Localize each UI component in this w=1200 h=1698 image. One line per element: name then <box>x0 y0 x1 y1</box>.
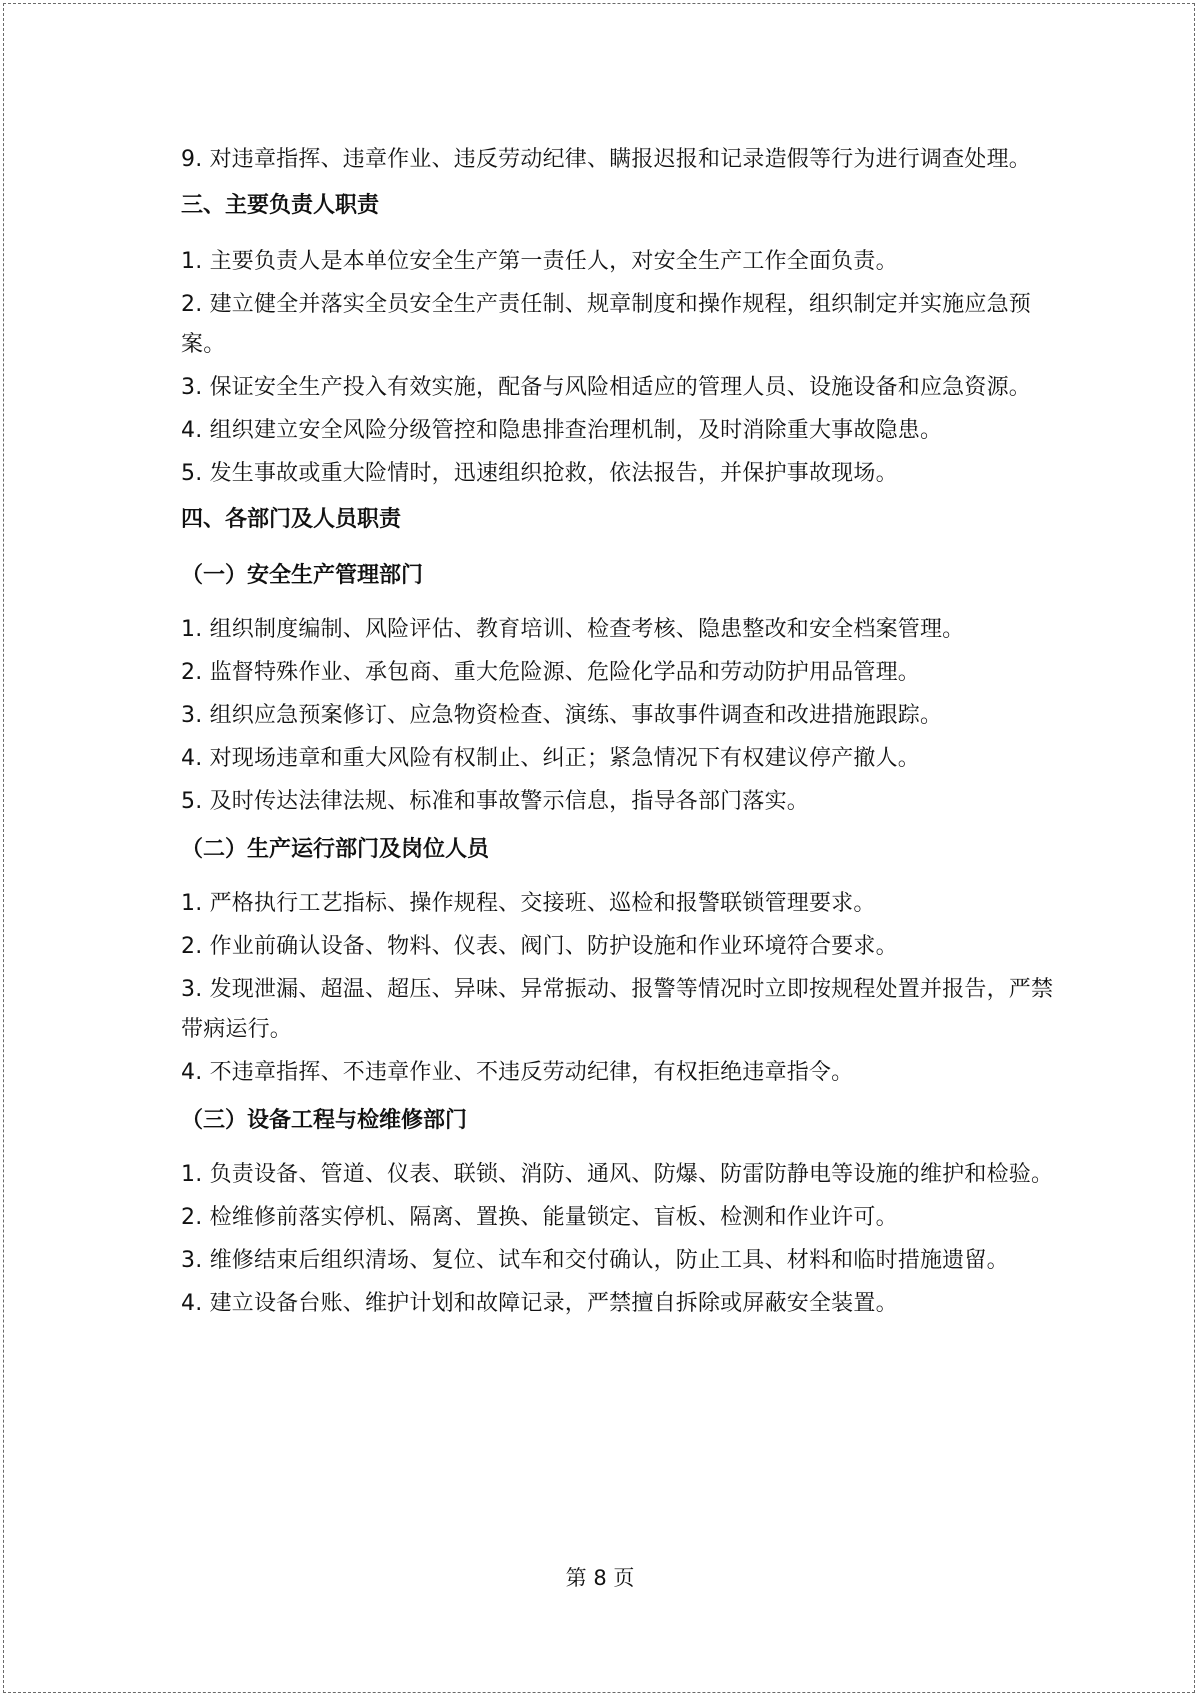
list-item: 3. 组织应急预案修订、应急物资检查、演练、事故事件调查和改进措施跟踪。 <box>181 703 943 728</box>
list-item: 5. 发生事故或重大险情时，迅速组织抢救，依法报告，并保护事故现场。 <box>181 461 898 486</box>
subsection-heading: （二）生产运行部门及岗位人员 <box>181 837 490 862</box>
document-body <box>181 140 1061 1327</box>
list-item: 4. 对现场违章和重大风险有权制止、纠正；紧急情况下有权建议停产撤人。 <box>181 746 920 771</box>
page-number: 第 8 页 <box>565 1566 635 1590</box>
section-heading: 四、各部门及人员职责 <box>181 507 402 532</box>
list-item: 5. 及时传达法律法规、标准和事故警示信息，指导各部门落实。 <box>181 789 809 814</box>
list-item: 4. 不违章指挥、不违章作业、不违反劳动纪律，有权拒绝违章指令。 <box>181 1060 854 1085</box>
list-item: 1. 组织制度编制、风险评估、教育培训、检查考核、隐患整改和安全档案管理。 <box>181 617 965 642</box>
list-item: 4. 组织建立安全风险分级管控和隐患排查治理机制，及时消除重大事故隐患。 <box>181 418 943 443</box>
list-item: 1. 主要负责人是本单位安全生产第一责任人，对安全生产工作全面负责。 <box>181 249 898 274</box>
subsection-heading: （三）设备工程与检维修部门 <box>181 1108 468 1133</box>
list-item: 1. 负责设备、管道、仪表、联锁、消防、通风、防爆、防雷防静电等设施的维护和检验。 <box>181 1162 1054 1187</box>
subsection-heading: （一）安全生产管理部门 <box>181 563 424 588</box>
list-item: 3. 发现泄漏、超温、超压、异味、异常振动、报警等情况时立即按规程处置并报告，严禁带病运行。 <box>181 977 1054 1042</box>
list-item: 2. 检维修前落实停机、隔离、置换、能量锁定、盲板、检测和作业许可。 <box>181 1205 898 1230</box>
list-item: 9. 对违章指挥、违章作业、违反劳动纪律、瞒报迟报和记录造假等行为进行调查处理。 <box>181 147 1031 172</box>
list-item: 3. 保证安全生产投入有效实施，配备与风险相适应的管理人员、设施设备和应急资源。 <box>181 375 1031 400</box>
list-item: 2. 建立健全并落实全员安全生产责任制、规章制度和操作规程，组织制定并实施应急预案。 <box>181 292 1031 357</box>
list-item: 3. 维修结束后组织清场、复位、试车和交付确认，防止工具、材料和临时措施遗留。 <box>181 1248 1009 1273</box>
list-item: 4. 建立设备台账、维护计划和故障记录，严禁擅自拆除或屏蔽安全装置。 <box>181 1291 898 1316</box>
list-item: 2. 监督特殊作业、承包商、重大危险源、危险化学品和劳动防护用品管理。 <box>181 660 920 685</box>
list-item: 1. 严格执行工艺指标、操作规程、交接班、巡检和报警联锁管理要求。 <box>181 891 876 916</box>
list-item: 2. 作业前确认设备、物料、仪表、阀门、防护设施和作业环境符合要求。 <box>181 934 898 959</box>
section-heading: 三、主要负责人职责 <box>181 193 380 218</box>
